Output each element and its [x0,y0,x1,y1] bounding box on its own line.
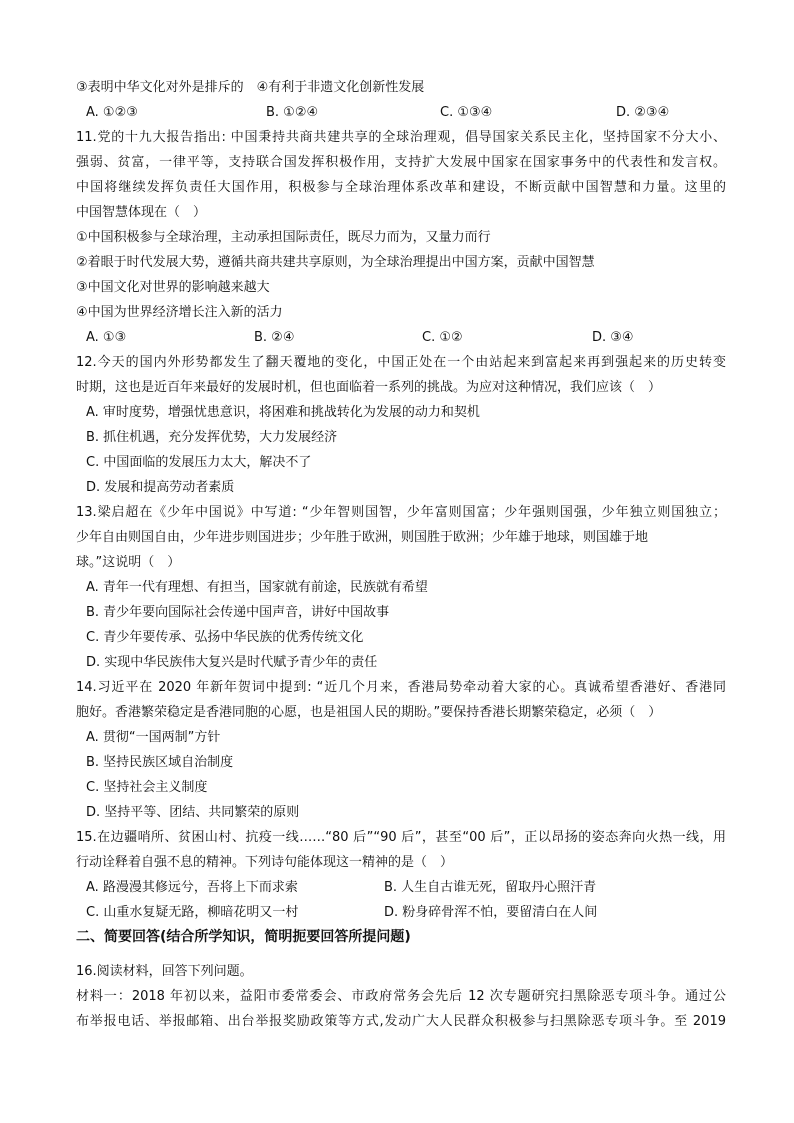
q16-material-line-2: 布举报电话、举报邮箱、出台举报奖励政策等方式,发动广大人民群众积极参与扫黑除恶专项斗争。至 2019 [76,1014,726,1029]
q11-stem-line-4: 中国智慧体现在（ ） [76,205,207,220]
q14-option-b[interactable]: B. 坚持民族区域自治制度 [86,755,234,770]
q11-stem-line-2: 强弱、贫富，一律平等，支持联合国发挥积极作用，支持扩大发展中国家在国家事务中的代表性和发言权。 [76,155,726,170]
q13-option-c[interactable]: C. 青少年要传承、弘扬中华民族的优秀传统文化 [86,630,364,645]
section-2-heading: 二、简要回答(结合所学知识，简明扼要回答所提问题) [76,929,411,945]
q13-stem-line-2: 少年自由则国自由，少年进步则国进步；少年胜于欧洲，则国胜于欧洲；少年雄于地球，则国雄于地 [76,530,649,545]
q11-stem-line-1: 11.党的十九大报告指出: 中国秉持共商共建共享的全球治理观，倡导国家关系民主化，坚持国家不分大小、 [76,130,726,145]
q12-option-d[interactable]: D. 发展和提高劳动者素质 [86,480,235,495]
q14-option-a[interactable]: A. 贯彻“一国两制”方针 [86,730,221,745]
q11-statement-3: ③中国文化对世界的影响越来越大 [76,280,270,295]
q14-option-d[interactable]: D. 坚持平等、团结、共同繁荣的原则 [86,805,300,820]
q11-option-b[interactable]: B. ②④ [254,330,295,345]
q11-option-d[interactable]: D. ③④ [592,330,634,345]
q10-option-a[interactable]: A. ①②③ [86,105,138,120]
q11-statement-2: ②着眼于时代发展大势，遵循共商共建共享原则，为全球治理提出中国方案，贡献中国智慧 [76,255,595,270]
q12-option-b[interactable]: B. 抓住机遇，充分发挥优势，大力发展经济 [86,430,338,445]
q10-option-b[interactable]: B. ①②④ [266,105,319,120]
q12-option-a[interactable]: A. 审时度势，增强忧患意识，将困难和挑战转化为发展的动力和契机 [86,405,480,420]
q14-stem-line-1: 14.习近平在 2020 年新年贺词中提到: “近几个月来，香港局势牵动着大家的心。真诚希望香港好、香港同 [76,680,726,695]
q16-material-line-1: 材料一：2018 年初以来，益阳市委常委会、市政府常务会先后 12 次专题研究扫黑除恶专项斗争。通过公 [76,989,726,1004]
q13-option-b[interactable]: B. 青少年要向国际社会传递中国声音，讲好中国故事 [86,605,390,620]
q15-options-row-2 [86,904,726,922]
q11-option-a[interactable]: A. ①③ [86,330,127,345]
q11-stem-line-3: 中国将继续发挥负责任大国作用，积极参与全球治理体系改革和建设，不断贡献中国智慧和力量。这里的 [76,180,726,195]
q11-statement-1: ①中国积极参与全球治理，主动承担国际责任，既尽力而为，又量力而行 [76,230,491,245]
q12-option-c[interactable]: C. 中国面临的发展压力太大，解决不了 [86,455,312,470]
q10-statements-3-4: ③表明中华文化对外是排斥的 ④有利于非遗文化创新性发展 [76,80,425,95]
q14-stem-line-2: 胞好。香港繁荣稳定是香港同胞的心愿，也是祖国人民的期盼。”要保持香港长期繁荣稳定，必须（ ） [76,705,662,720]
q12-stem-line-2: 时期，这也是近百年来最好的发展时机，但也面临着一系列的挑战。为应对这种情况，我们应该（ ） [76,380,662,395]
q15-option-c[interactable]: C. 山重水复疑无路，柳暗花明又一村 [86,905,299,920]
q13-stem-line-1: 13.梁启超在《少年中国说》中写道: “少年智则国智，少年富则国富；少年强则国强，少年独立则国独立； [76,505,726,520]
q16-intro: 16.阅读材料，回答下列问题。 [76,964,253,979]
q15-option-b[interactable]: B. 人生自古谁无死，留取丹心照汗青 [384,880,597,895]
q10-option-c[interactable]: C. ①③④ [440,105,493,120]
q13-option-a[interactable]: A. 青年一代有理想、有担当，国家就有前途，民族就有希望 [86,580,428,595]
q15-option-d[interactable]: D. 粉身碎骨浑不怕，要留清白在人间 [384,905,598,920]
q13-stem-line-3: 球。”这说明（ ） [76,555,181,570]
q15-options-row-1 [86,879,726,897]
q14-option-c[interactable]: C. 坚持社会主义制度 [86,780,208,795]
q13-option-d[interactable]: D. 实现中华民族伟大复兴是时代赋予青少年的责任 [86,655,378,670]
q10-option-d[interactable]: D. ②③④ [616,105,670,120]
q12-stem-line-1: 12.今天的国内外形势都发生了翻天覆地的变化，中国正处在一个由站起来到富起来再到强起来的历史转变 [76,355,726,370]
q11-statement-4: ④中国为世界经济增长注入新的活力 [76,305,283,320]
q11-option-c[interactable]: C. ①② [422,330,463,345]
q15-stem-line-2: 行动诠释着自强不息的精神。下列诗句能体现这一精神的是（ ） [76,855,454,870]
q15-option-a[interactable]: A. 路漫漫其修远兮，吾将上下而求索 [86,880,298,895]
q11-options [86,329,726,347]
q10-options [86,104,726,122]
q15-stem-line-1: 15.在边疆哨所、贫困山村、抗疫一线……“80 后”“90 后”，甚至“00 后”，正以昂扬的姿态奔向火热一线，用 [76,830,726,845]
